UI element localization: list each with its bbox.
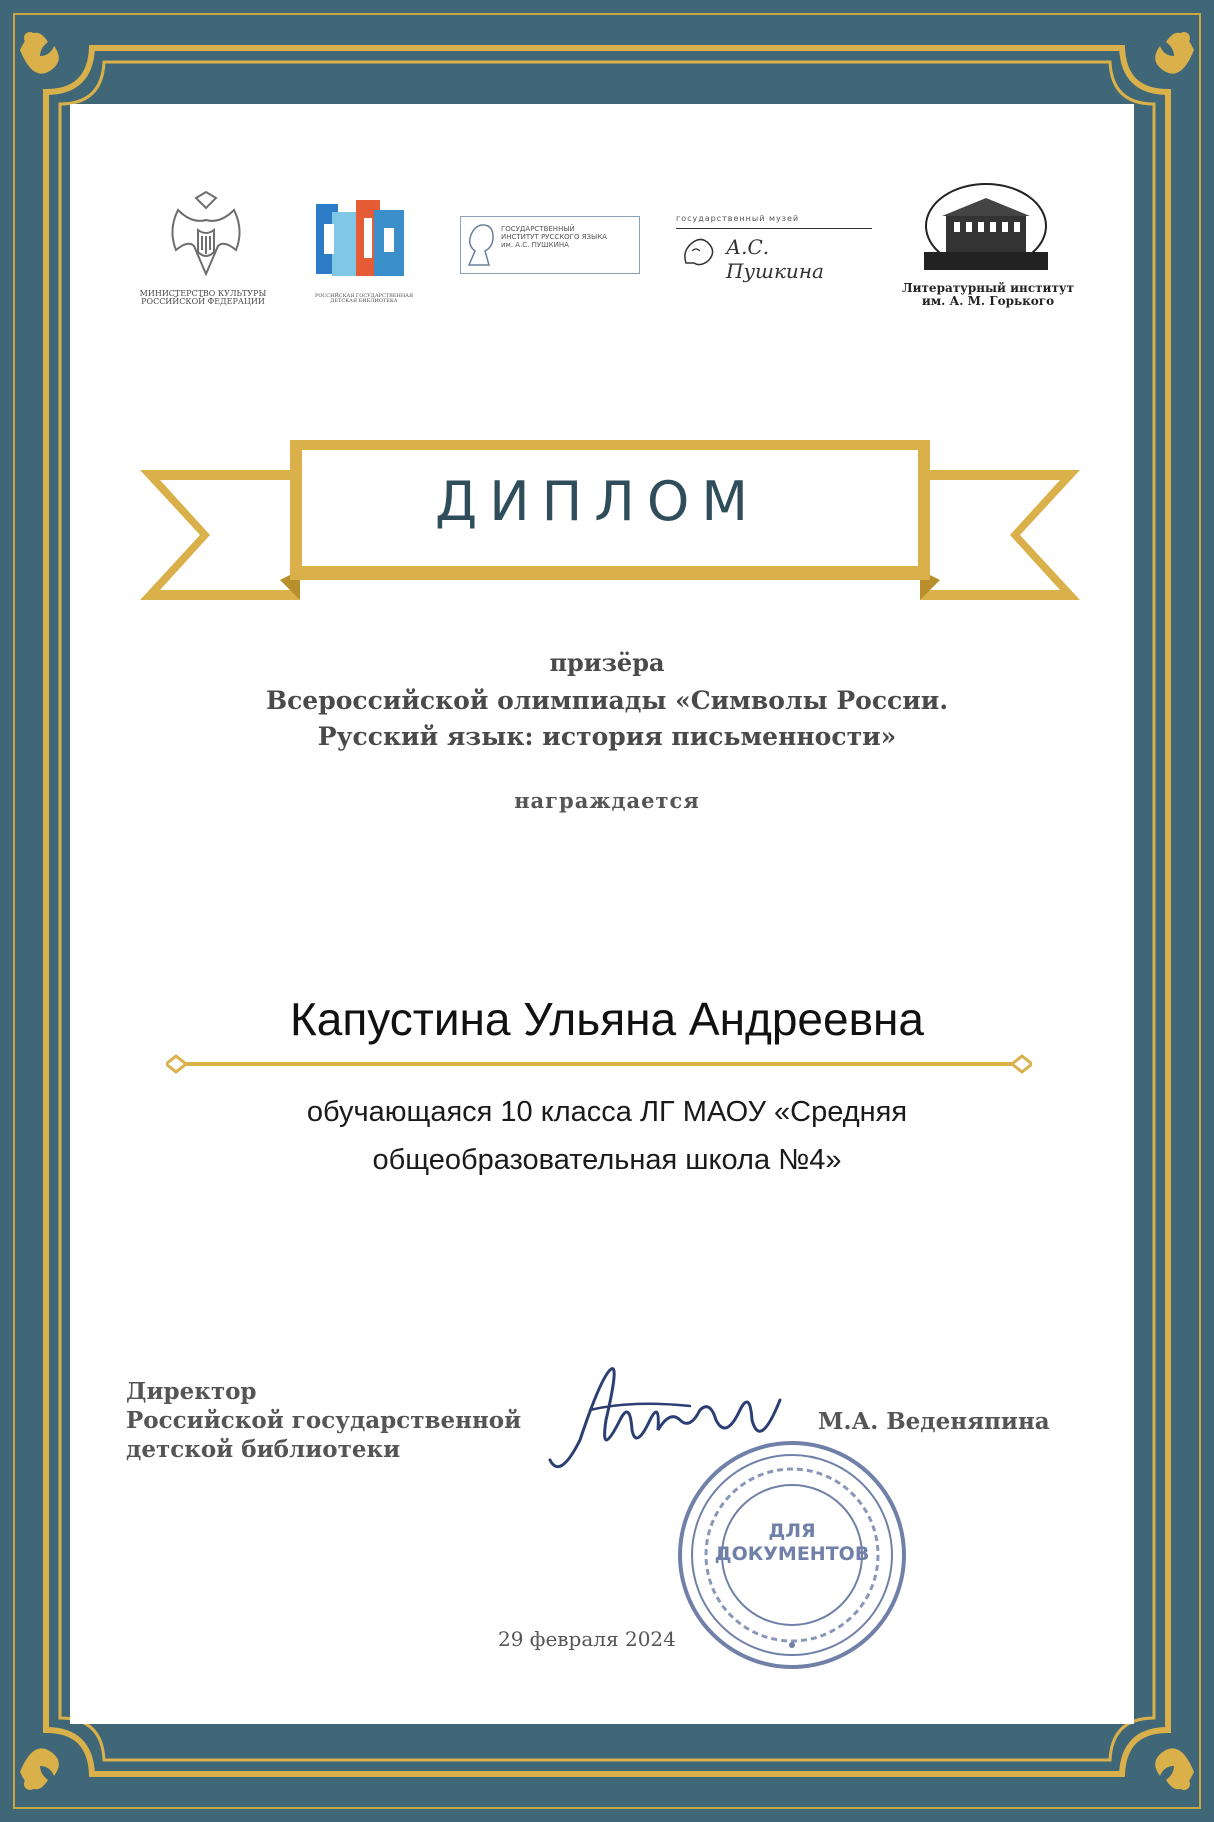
seal-label-line2: ДОКУМЕНТОВ — [714, 1542, 870, 1565]
recipient-school-line2: общеобразовательная школа №4» — [372, 1144, 842, 1176]
name-divider — [166, 1052, 1032, 1076]
recipient-school-line1: обучающаяся 10 класса ЛГ МАОУ «Средняя — [306, 1096, 908, 1128]
fleur-de-lis-icon — [1155, 1748, 1194, 1790]
signatory-name: М.А. Веденяпина — [818, 1408, 1050, 1435]
seal-label — [672, 1520, 912, 1566]
signature-icon — [540, 1360, 800, 1480]
pushkin-museum-top-text: государственный музей — [676, 214, 800, 223]
rgdb-caption: РОССИЙСКАЯ ГОСУДАРСТВЕННАЯ ДЕТСКАЯ БИБЛИОТЕКА — [314, 293, 414, 305]
rgdb-logo-icon — [314, 198, 416, 290]
signatory-title-line2: Российской государственной — [126, 1406, 522, 1434]
fleur-de-lis-icon — [20, 1748, 59, 1790]
signatory-title — [126, 1378, 521, 1464]
pushkin-institute-text: ГОСУДАРСТВЕННЫЙ ИНСТИТУТ РУССКОГО ЯЗЫКА им. А.С. ПУШКИНА — [501, 225, 607, 250]
diploma-title: ДИПЛОМ — [435, 470, 760, 533]
awarded-label: награждается — [514, 788, 700, 813]
ministry-emblem-icon — [158, 190, 254, 286]
literary-institute-logo-icon — [924, 182, 1048, 270]
pushkin-museum-name: А.С. Пушкина — [726, 235, 824, 283]
issue-date: 29 февраля 2024 — [498, 1627, 676, 1651]
fleur-de-lis-icon — [1155, 32, 1194, 74]
pushkin-institute-logo-icon — [463, 219, 501, 271]
olympiad-name-line2: Русский язык: история письменности» — [317, 722, 897, 751]
partner-logos — [120, 190, 1100, 330]
certificate-paper — [70, 104, 1134, 1724]
pushkin-museum-logo-icon — [678, 233, 718, 271]
fleur-de-lis-icon — [20, 32, 59, 74]
literary-institute-caption: Литературный институт им. А. М. Горького — [901, 281, 1075, 308]
award-type: призёра — [549, 648, 665, 677]
pushkin-institute-logo — [460, 216, 640, 274]
seal-label-line1: ДЛЯ — [768, 1520, 816, 1542]
recipient-name: Капустина Ульяна Андреевна — [289, 993, 925, 1045]
olympiad-name-line1: Всероссийской олимпиады «Символы России. — [265, 686, 949, 715]
pushkin-museum-logo — [676, 228, 872, 283]
ministry-caption: МИНИСТЕРСТВО КУЛЬТУРЫ РОССИЙСКОЙ ФЕДЕРАЦИИ — [139, 289, 267, 307]
signatory-title-line1: Директор — [126, 1378, 257, 1405]
signatory-title-line3: детской библиотеки — [126, 1435, 401, 1463]
